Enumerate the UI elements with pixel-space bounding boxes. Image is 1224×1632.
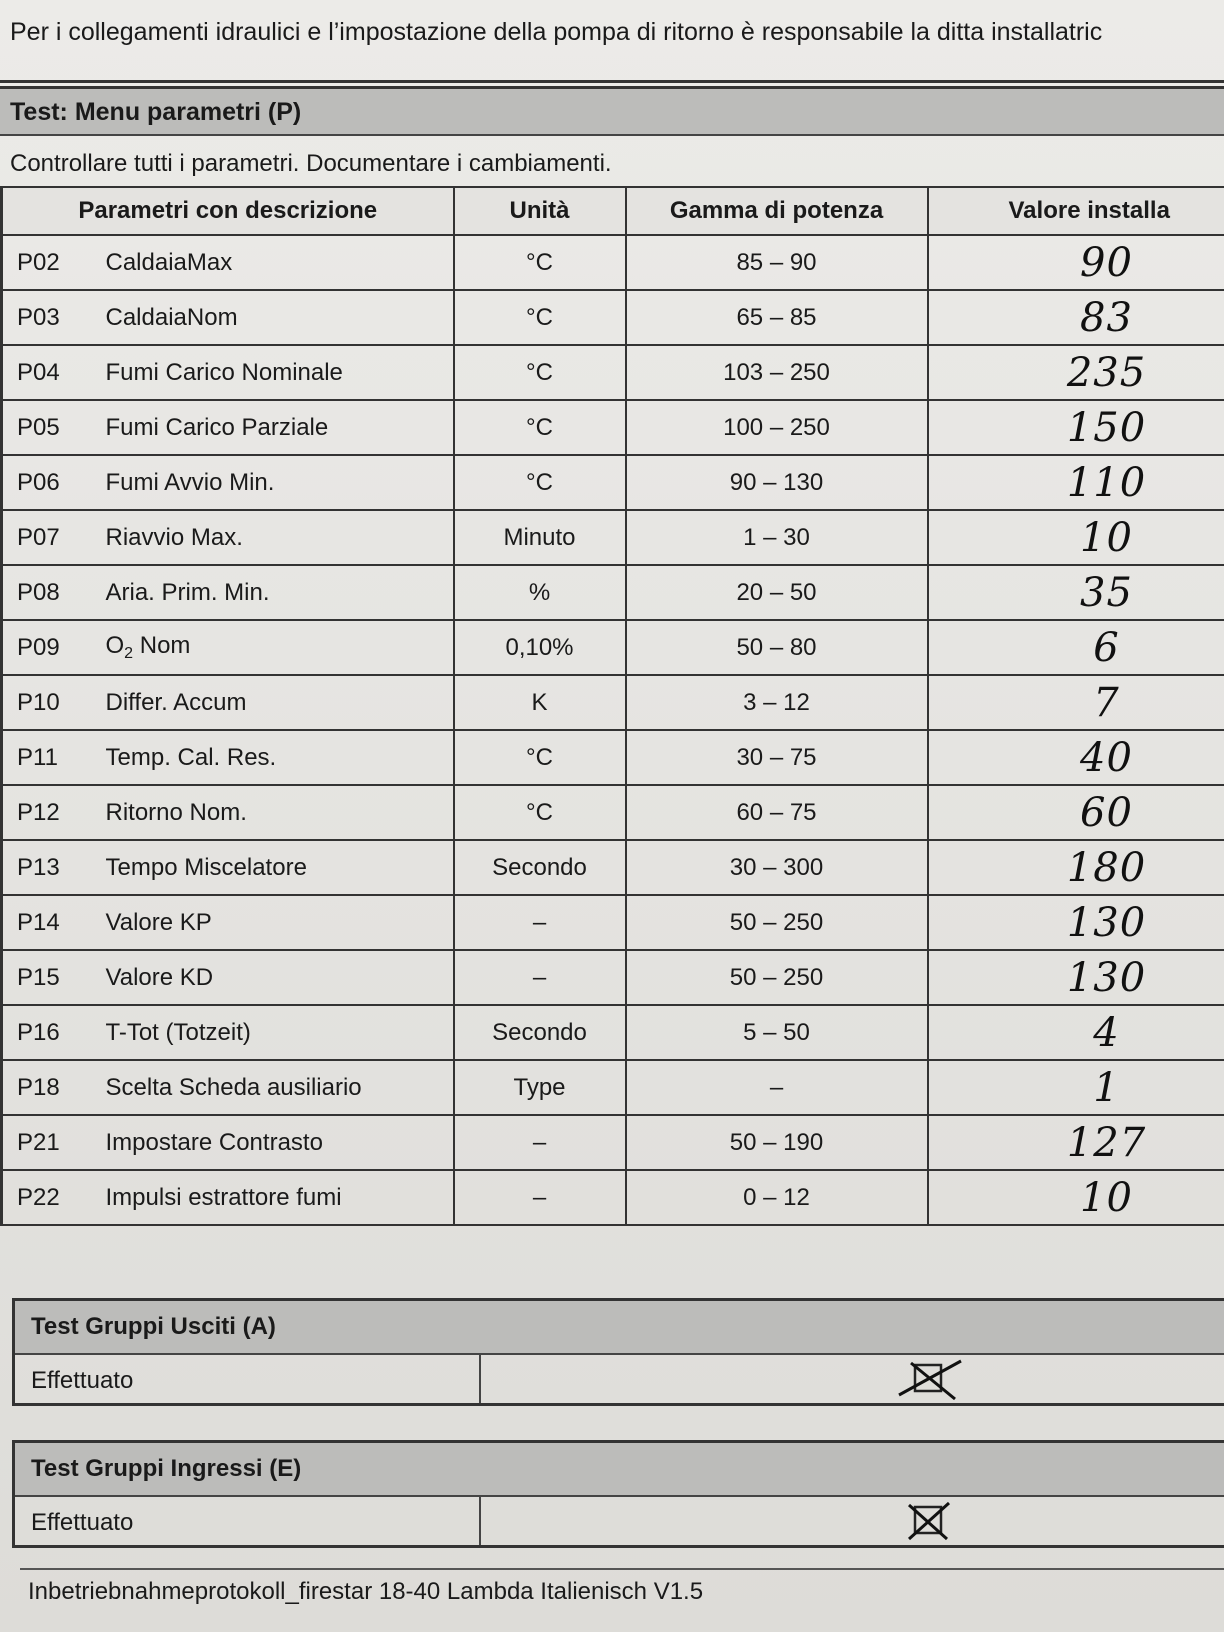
param-code: P16 [2,1005,98,1060]
table-row [2,290,1224,345]
param-range: 30 – 300 [626,840,928,895]
o2-subscript: 2 [124,645,134,662]
param-range: 103 – 250 [626,345,928,400]
param-installed-value: 150 [928,400,1224,455]
param-installed-value: 130 [928,895,1224,950]
table-row [2,400,1224,455]
table-row [2,345,1224,400]
section-subtitle: Controllare tutti i parametri. Documentare i cambiamenti. [10,150,612,177]
header-unit: Unità [454,187,626,235]
test-inputs-title: Test Gruppi Ingressi (E) [15,1443,1224,1497]
table-row [2,1170,1224,1225]
table-row [2,455,1224,510]
param-description: Riavvio Max. [98,510,454,565]
param-installed-value: 130 [928,950,1224,1005]
param-range: 1 – 30 [626,510,928,565]
param-unit: – [454,1115,626,1170]
param-code: P05 [2,400,98,455]
param-code: P07 [2,510,98,565]
table-row [2,730,1224,785]
param-range: 50 – 250 [626,895,928,950]
param-unit: – [454,950,626,1005]
test-outputs-title: Test Gruppi Usciti (A) [15,1301,1224,1355]
table-row [2,235,1224,290]
param-installed-value: 10 [928,1170,1224,1225]
table-row [2,895,1224,950]
param-code: P03 [2,290,98,345]
param-installed-value: 4 [928,1005,1224,1060]
header-param: Parametri con descrizione [2,187,454,235]
section-title: Test: Menu parametri (P) [0,86,1224,136]
param-unit: % [454,565,626,620]
param-unit: 0,10% [454,620,626,675]
param-range: 20 – 50 [626,565,928,620]
param-installed-value: 180 [928,840,1224,895]
param-range: 5 – 50 [626,1005,928,1060]
param-unit: °C [454,730,626,785]
param-description: CaldaiaNom [98,290,454,345]
param-range: 60 – 75 [626,785,928,840]
param-code: P09 [2,620,98,675]
param-range: 50 – 250 [626,950,928,1005]
checked-checkbox-icon[interactable] [895,1359,967,1408]
table-row [2,1005,1224,1060]
test-outputs-row [15,1355,1224,1403]
test-outputs-box [12,1298,1224,1406]
param-installed-value: 60 [928,785,1224,840]
test-inputs-row [15,1497,1224,1545]
table-row [2,510,1224,565]
param-range: 30 – 75 [626,730,928,785]
table-row [2,950,1224,1005]
param-unit: Type [454,1060,626,1115]
table-header-row [2,187,1224,235]
column-divider [479,1497,481,1545]
table-row [2,565,1224,620]
parameters-table [0,186,1224,1226]
param-description: Temp. Cal. Res. [98,730,454,785]
table-row [2,675,1224,730]
param-unit: °C [454,290,626,345]
table-row [2,1115,1224,1170]
param-unit: °C [454,345,626,400]
param-description: T-Tot (Totzeit) [98,1005,454,1060]
param-description: Differ. Accum [98,675,454,730]
param-range: 50 – 80 [626,620,928,675]
param-code: P10 [2,675,98,730]
footer-divider [20,1568,1224,1570]
param-code: P11 [2,730,98,785]
param-description: Scelta Scheda ausiliario [98,1060,454,1115]
param-range: – [626,1060,928,1115]
param-range: 100 – 250 [626,400,928,455]
test-inputs-label: Effettuato [31,1509,134,1536]
table-row [2,620,1224,675]
param-description [98,620,454,675]
checked-checkbox-icon[interactable] [895,1501,967,1550]
table-row [2,840,1224,895]
o2-symbol: O [105,632,125,659]
param-code: P02 [2,235,98,290]
param-code: P08 [2,565,98,620]
param-installed-value: 127 [928,1115,1224,1170]
param-range: 3 – 12 [626,675,928,730]
param-installed-value: 90 [928,235,1224,290]
intro-text: Per i collegamenti idraulici e l’impostazione della pompa di ritorno è responsabile la ditta installatric [10,18,1103,46]
param-range: 65 – 85 [626,290,928,345]
param-unit: Secondo [454,1005,626,1060]
param-unit: °C [454,785,626,840]
param-unit: °C [454,400,626,455]
param-description: Tempo Miscelatore [98,840,454,895]
param-range: 85 – 90 [626,235,928,290]
param-code: P13 [2,840,98,895]
param-unit: Minuto [454,510,626,565]
param-installed-value: 6 [928,620,1224,675]
param-code: P15 [2,950,98,1005]
param-code: P14 [2,895,98,950]
param-description: Valore KD [98,950,454,1005]
param-code: P18 [2,1060,98,1115]
param-range: 90 – 130 [626,455,928,510]
param-installed-value: 10 [928,510,1224,565]
param-installed-value: 235 [928,345,1224,400]
param-code: P04 [2,345,98,400]
param-installed-value: 7 [928,675,1224,730]
param-code: P12 [2,785,98,840]
param-code: P22 [2,1170,98,1225]
param-installed-value: 110 [928,455,1224,510]
param-range: 50 – 190 [626,1115,928,1170]
param-description: Fumi Avvio Min. [98,455,454,510]
param-installed-value: 35 [928,565,1224,620]
table-row [2,1060,1224,1115]
param-unit: °C [454,455,626,510]
param-unit: – [454,895,626,950]
param-description: Fumi Carico Parziale [98,400,454,455]
footer-text: Inbetriebnahmeprotokoll_firestar 18-40 Lambda Italienisch V1.5 [28,1578,704,1605]
param-description: Aria. Prim. Min. [98,565,454,620]
test-inputs-box [12,1440,1224,1548]
param-description: Valore KP [98,895,454,950]
header-value: Valore installa [928,187,1224,235]
divider [0,80,1224,83]
param-description: Ritorno Nom. [98,785,454,840]
table-row [2,785,1224,840]
param-code: P06 [2,455,98,510]
param-unit: °C [454,235,626,290]
param-installed-value: 83 [928,290,1224,345]
param-unit: K [454,675,626,730]
param-description: Impulsi estrattore fumi [98,1170,454,1225]
param-unit: Secondo [454,840,626,895]
param-code: P21 [2,1115,98,1170]
param-installed-value: 40 [928,730,1224,785]
o2-rest: Nom [133,632,191,659]
param-unit: – [454,1170,626,1225]
param-description: Fumi Carico Nominale [98,345,454,400]
column-divider [479,1355,481,1403]
param-description: Impostare Contrasto [98,1115,454,1170]
test-outputs-label: Effettuato [31,1367,134,1394]
param-range: 0 – 12 [626,1170,928,1225]
header-range: Gamma di potenza [626,187,928,235]
param-description: CaldaiaMax [98,235,454,290]
param-installed-value: 1 [928,1060,1224,1115]
